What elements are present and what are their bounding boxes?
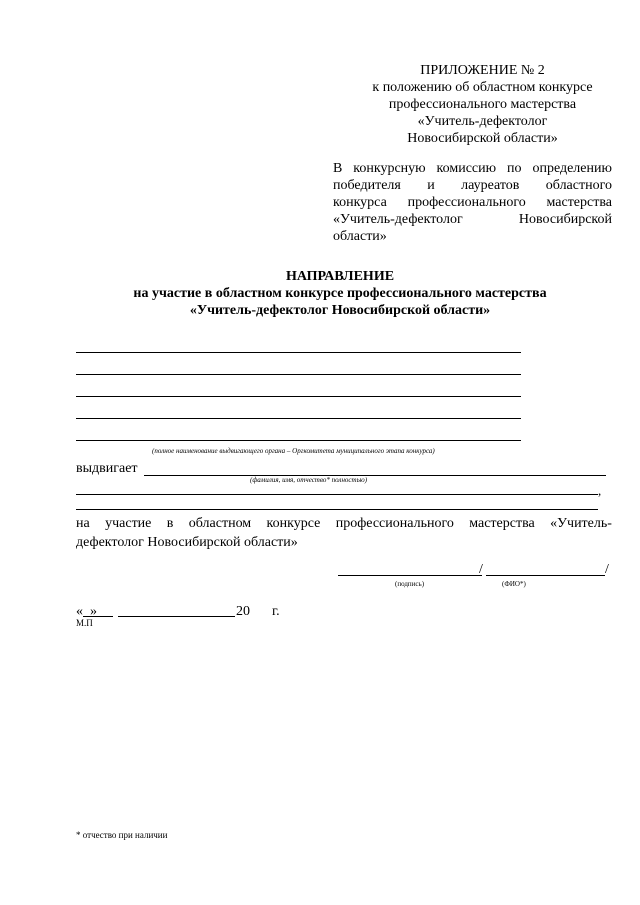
word: областном: [188, 516, 252, 531]
participation-line: [76, 514, 612, 533]
heading-subtitle: «Учитель-дефектолог Новосибирской области»: [189, 303, 491, 318]
day-fill-line: [83, 616, 113, 617]
word: мастерства: [469, 516, 535, 531]
heading-subtitle: на участие в областном конкурсе профессионального мастерства: [133, 286, 547, 301]
nominates-label: выдвигает: [76, 461, 138, 476]
fio-line: [486, 575, 605, 576]
word: областного: [545, 178, 612, 193]
year-prefix: 20: [236, 604, 250, 619]
word: комиссию: [436, 161, 497, 176]
appendix-line: к положению об областном конкурсе: [372, 80, 593, 95]
appendix-line: Новосибирской области»: [407, 131, 558, 146]
word: лауреатов: [461, 178, 520, 193]
appendix-line: профессионального мастерства: [388, 97, 577, 112]
word: и: [427, 178, 435, 193]
word: профессионального: [407, 195, 526, 210]
comma: ,: [598, 483, 602, 498]
word: конкурсную: [353, 161, 426, 176]
footnote: * отчество при наличии: [76, 830, 168, 840]
word: конкурсе: [266, 516, 321, 531]
appendix-line: «Учитель-дефектолог: [417, 114, 548, 129]
word: конкурса: [333, 195, 387, 210]
word: мастерства: [546, 195, 612, 210]
addressee-line: [333, 177, 612, 194]
word: «Учитель-: [550, 516, 612, 531]
appendix-header: [330, 62, 635, 147]
word: профессионального: [335, 516, 454, 531]
addressee-line: [333, 211, 612, 228]
fio-caption: (ФИО*): [502, 580, 526, 588]
participation-line: дефектолог Новосибирской области»: [76, 535, 298, 550]
addressee-line: [333, 194, 612, 211]
addressee-block: [333, 160, 612, 245]
organization-fill-line: [76, 396, 521, 397]
month-fill-line: [118, 616, 235, 617]
word: участие: [105, 516, 152, 531]
word: В: [333, 161, 343, 176]
signature-caption: (подпись): [395, 580, 425, 588]
seal-label: М.П: [76, 618, 93, 628]
word: на: [76, 516, 90, 531]
nominee-caption: (фамилия, имя, отчество* полностью): [250, 476, 368, 484]
word: Новосибирской: [518, 212, 612, 227]
document-heading: [40, 268, 640, 319]
organization-caption: (полное наименование выдвигающего органа – Оргкомитета муниципального этапа конкурса): [152, 447, 435, 455]
appendix-title: ПРИЛОЖЕНИЕ № 2: [420, 63, 545, 78]
word: определению: [532, 161, 612, 176]
slash: /: [479, 562, 483, 577]
addressee-line: области»: [333, 229, 387, 244]
word: победителя: [333, 178, 401, 193]
open-quote: «: [76, 604, 83, 619]
addressee-line: [333, 160, 612, 177]
nominee-fill-line: [76, 509, 598, 510]
word: «Учитель-дефектолог: [333, 212, 463, 227]
organization-fill-line: [76, 374, 521, 375]
nominee-fill-line: [76, 494, 598, 495]
signature-line: [338, 575, 482, 576]
year-suffix: г.: [272, 604, 280, 619]
nominee-fill-line: [144, 475, 606, 476]
close-quote: »: [90, 604, 97, 619]
word: в: [166, 516, 174, 531]
word: по: [507, 161, 522, 176]
heading-title: НАПРАВЛЕНИЕ: [285, 269, 395, 284]
participation-text: [76, 514, 612, 552]
organization-fill-line: [76, 352, 521, 353]
organization-fill-line: [76, 440, 521, 441]
slash: /: [605, 562, 609, 577]
organization-fill-line: [76, 418, 521, 419]
